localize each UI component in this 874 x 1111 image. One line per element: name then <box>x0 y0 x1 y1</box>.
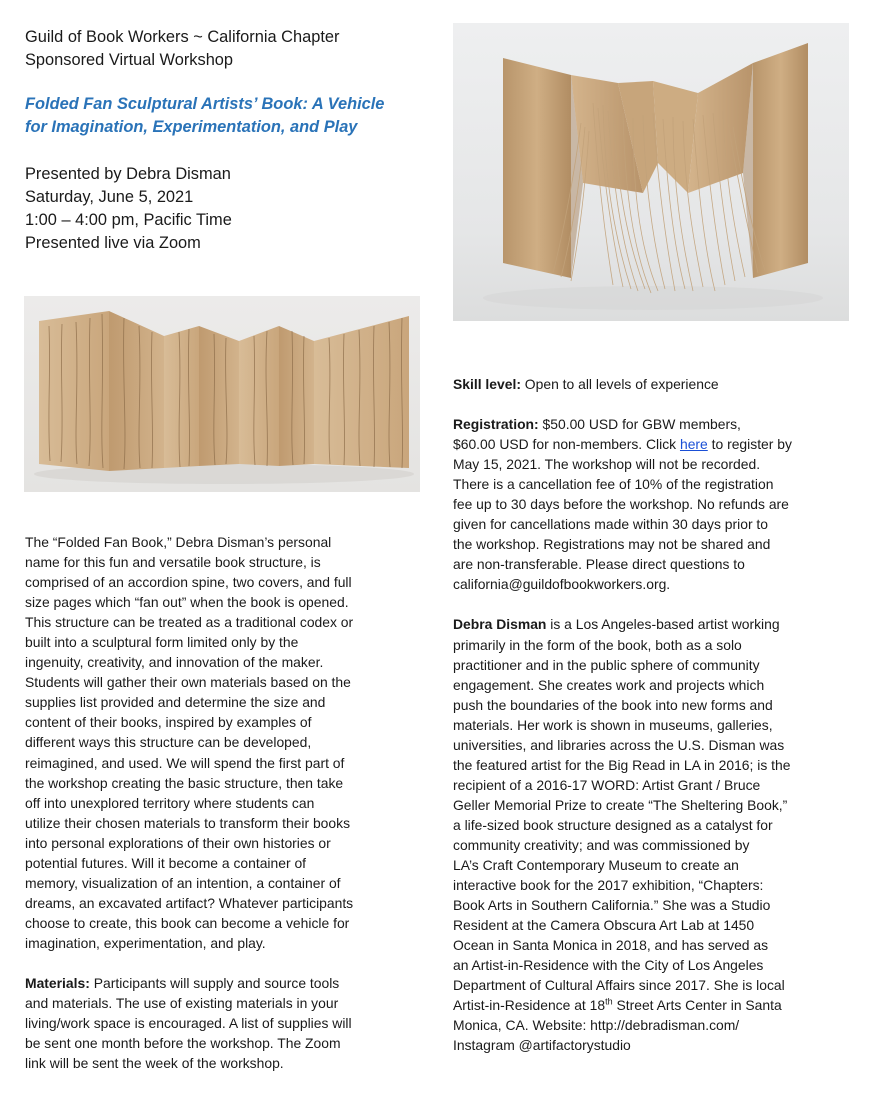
bio-line: universities, and libraries across the U.S. Disman was <box>453 736 785 753</box>
registration-line: There is a cancellation fee of 10% of the registration <box>453 476 774 493</box>
description-line: memory, visualization of an intention, a container of <box>25 874 341 891</box>
materials-line: be sent one month before the workshop. The Zoom <box>25 1035 341 1052</box>
bio-line: Ocean in Santa Monica in 2018, and has served as <box>453 937 769 954</box>
registration-line: May 15, 2021. The workshop will not be recorded. <box>453 456 761 473</box>
description-line: built into a sculptural form limited only by the <box>25 634 299 651</box>
description-line: size pages which “fan out” when the book is opened. <box>25 594 349 611</box>
title-line-2: for Imagination, Experimentation, and Play <box>25 118 358 136</box>
time-line: 1:00 – 4:00 pm, Pacific Time <box>25 211 232 229</box>
registration-label: Registration: <box>453 416 539 433</box>
bio-line: primarily in the form of the book, both as a solo <box>453 636 742 653</box>
bio-paragraph <box>453 614 843 1055</box>
materials-line: living/work space is encouraged. A list of supplies will <box>25 1015 352 1032</box>
skill-label: Skill level: <box>453 376 521 392</box>
registration-line-2-post: to register by <box>707 436 792 453</box>
description-line: comprised of an accordion spine, two covers, and full <box>25 574 352 591</box>
materials-first-line: Participants will supply and source tools <box>89 974 340 991</box>
description-line: reimagined, and used. We will spend the first part of <box>25 754 345 771</box>
skill-paragraph <box>453 374 843 394</box>
register-here-link[interactable]: here <box>679 436 708 453</box>
bio-line: push the boundaries of the book into new forms and <box>453 696 773 713</box>
registration-line: are non-transferable. Please direct questions to <box>453 556 745 573</box>
book-photo-accordion-illustration <box>24 296 420 492</box>
title-line-1: Folded Fan Sculptural Artists’ Book: A Vehicle <box>25 95 385 113</box>
description-line: imagination, experimentation, and play. <box>25 934 266 951</box>
bio-line: practitioner and in the public sphere of community <box>453 656 760 673</box>
materials-line: link will be sent the week of the workshop. <box>25 1055 284 1072</box>
description-line: into personal explorations of their own histories or <box>25 834 331 851</box>
materials-label: Materials: <box>25 974 90 991</box>
workshop-info-column <box>453 374 843 1056</box>
bio-line: Department of Cultural Affairs since 2017. She is local <box>453 977 785 994</box>
book-photo-accordion <box>24 296 420 492</box>
description-paragraph <box>25 532 395 953</box>
bio-line: Monica, CA. Website: http://debradisman.com/ <box>453 1017 740 1034</box>
description-line: content of their books, inspired by examples of <box>25 714 312 731</box>
description-line: name for this fun and versatile book structure, is <box>25 554 321 571</box>
registration-line: given for cancellations made within 30 days prior to <box>453 516 769 533</box>
registration-line-2-pre: $60.00 USD for non-members. Click <box>453 436 680 453</box>
description-line: potential futures. Will it become a container of <box>25 854 307 871</box>
description-line: The “Folded Fan Book,” Debra Disman’s personal <box>25 534 332 550</box>
description-line: utilize their chosen materials to transform their books <box>25 814 351 831</box>
header-subtitle: Sponsored Virtual Workshop <box>25 51 234 69</box>
materials-paragraph <box>25 973 395 1073</box>
registration-paragraph <box>453 414 843 594</box>
registration-first-line: $50.00 USD for GBW members, <box>538 416 741 433</box>
bio-line: Instagram @artifactorystudio <box>453 1037 631 1054</box>
venue-line: Presented live via Zoom <box>25 234 201 252</box>
description-line: ingenuity, creativity, and innovation of the maker. <box>25 654 324 671</box>
bio-line: recipient of a 2016-17 WORD: Artist Grant / Bruce <box>453 776 761 793</box>
description-line: Students will gather their own materials based on the <box>25 674 351 691</box>
bio-first-line: is a Los Angeles-based artist working <box>546 616 780 633</box>
bio-line: Book Arts in Southern California.” She was a Studio <box>453 897 771 914</box>
bio-line: LA’s Craft Contemporary Museum to create an <box>453 857 739 874</box>
bio-residency-sup: th <box>605 996 613 1007</box>
bio-line: interactive book for the 2017 exhibition, “Chapters: <box>453 877 764 894</box>
workshop-details <box>25 163 425 255</box>
bio-line: the featured artist for the Big Read in LA in 2016; is the <box>453 756 791 773</box>
registration-line: the workshop. Registrations may not be shared and <box>453 536 771 553</box>
presenter-line: Presented by Debra Disman <box>25 165 231 183</box>
description-line: supplies list provided and determine the size and <box>25 694 326 711</box>
bio-line: community creativity; and was commissioned by <box>453 836 750 853</box>
materials-line: and materials. The use of existing materials in your <box>25 995 339 1012</box>
bio-line: engagement. She creates work and projects which <box>453 676 765 693</box>
workshop-description <box>25 532 395 1073</box>
skill-text: Open to all levels of experience <box>520 376 719 392</box>
workshop-title <box>25 93 425 139</box>
header-organization: Guild of Book Workers ~ California Chapter <box>25 28 340 46</box>
book-photo-threads-illustration <box>453 23 849 321</box>
description-line: choose to create, this book can become a vehicle for <box>25 914 350 931</box>
description-line: dreams, an excavated artifact? Whatever participants <box>25 894 354 911</box>
description-line: different ways this structure can be developed, <box>25 734 312 751</box>
bio-residency-pre: Artist-in-Residence at 18 <box>453 997 606 1014</box>
description-line: off into unexplored territory where students can <box>25 794 315 811</box>
book-photo-threads <box>453 23 849 321</box>
registration-line: fee up to 30 days before the workshop. No refunds are <box>453 496 789 513</box>
registration-line: california@guildofbookworkers.org. <box>453 576 671 593</box>
description-line: This structure can be treated as a traditional codex or <box>25 614 354 631</box>
bio-residency-post: Street Arts Center in Santa <box>612 997 782 1014</box>
bio-name: Debra Disman <box>453 616 547 633</box>
bio-line: Resident at the Camera Obscura Art Lab at 1450 <box>453 917 755 934</box>
workshop-header <box>25 26 425 72</box>
description-line: the workshop creating the basic structure, then take <box>25 774 344 791</box>
date-line: Saturday, June 5, 2021 <box>25 188 194 206</box>
bio-line: materials. Her work is shown in museums, galleries, <box>453 716 773 733</box>
bio-line: a life-sized book structure designed as a catalyst for <box>453 816 773 833</box>
bio-line: Geller Memorial Prize to create “The Sheltering Book,” <box>453 796 788 813</box>
bio-line: an Artist-in-Residence with the City of Los Angeles <box>453 957 764 974</box>
